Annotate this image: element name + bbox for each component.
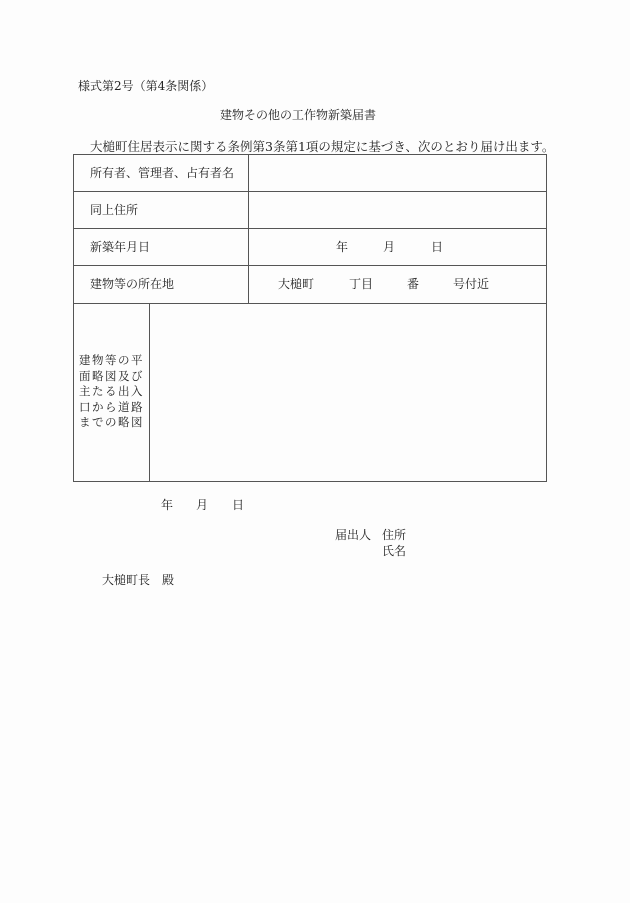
construction-date-label: 新築年月日: [90, 240, 151, 254]
owner-name-label: 所有者、管理者、占有者名: [90, 166, 235, 180]
date-day: 日: [232, 498, 245, 512]
sketch-label: 建物等の平面略図及び主たる出入口から道路までの略図: [79, 353, 144, 429]
date-year: 年: [161, 498, 174, 512]
location-chome: 丁目: [349, 277, 374, 291]
location-town: 大槌町: [278, 277, 315, 291]
applicant-label: 届出人: [335, 528, 372, 542]
location-label: 建物等の所在地: [90, 277, 175, 291]
applicant-address-label: 住所: [382, 528, 407, 542]
applicant-name-label: 氏名: [382, 544, 407, 558]
document-title: 建物その他の工作物新築届書: [220, 108, 377, 122]
addressee: 大槌町長 殿: [102, 573, 175, 587]
sketch-area[interactable]: [151, 305, 545, 480]
construction-year-unit: 年: [336, 240, 349, 254]
construction-month-unit: 月: [383, 240, 396, 254]
owner-name-field[interactable]: [250, 156, 545, 190]
owner-address-field[interactable]: [250, 193, 545, 227]
intro-text: 大槌町住居表示に関する条例第3条第1項の規定に基づき、次のとおり届け出ます。: [90, 139, 555, 154]
location-ban: 番: [407, 277, 420, 291]
date-month: 月: [196, 498, 209, 512]
location-go: 号付近: [453, 277, 490, 291]
construction-day-unit: 日: [431, 240, 444, 254]
owner-address-label: 同上住所: [90, 203, 139, 217]
form-number: 様式第2号（第4条関係）: [78, 79, 214, 93]
